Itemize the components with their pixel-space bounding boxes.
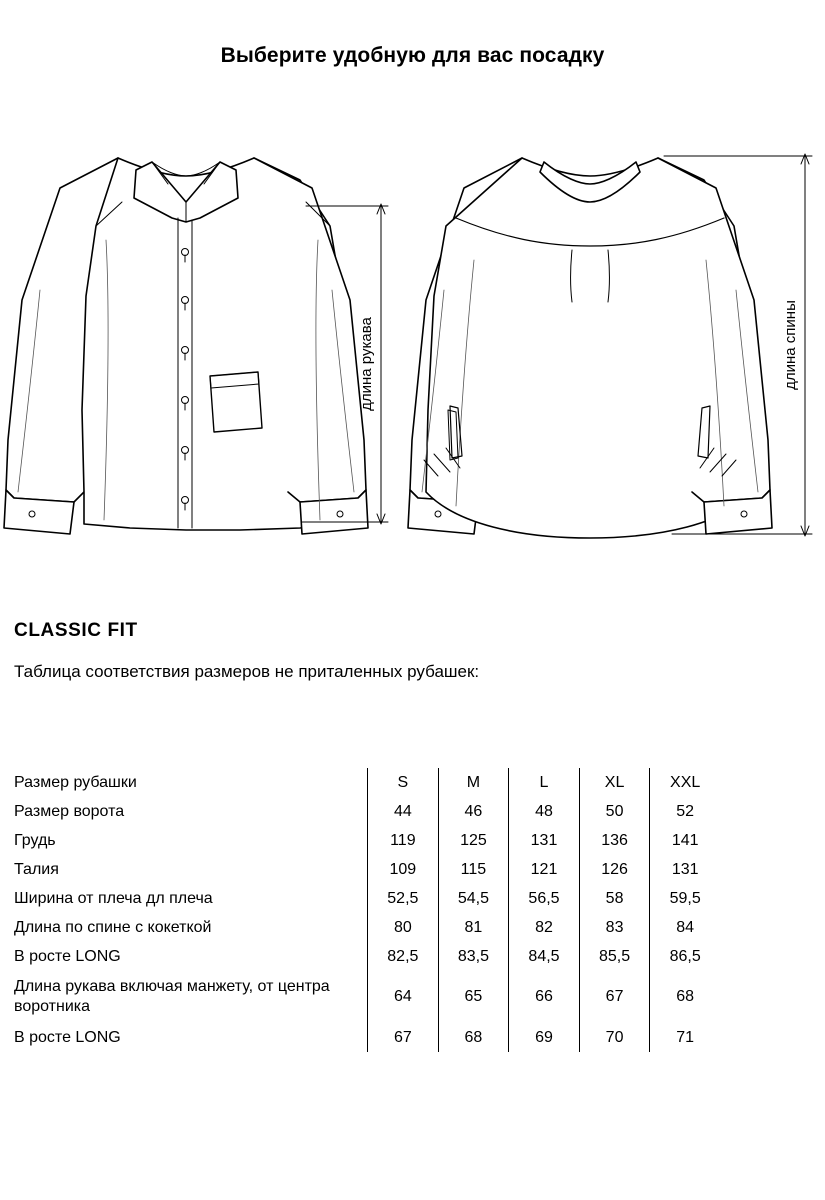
shirt-drawing-svg bbox=[0, 110, 825, 580]
row-value: 82,5 bbox=[368, 942, 439, 971]
row-value: 69 bbox=[509, 1023, 580, 1052]
sleeve-length-label: длина рукава bbox=[358, 317, 375, 411]
back-shirt bbox=[408, 158, 772, 538]
row-value: 125 bbox=[438, 826, 509, 855]
shirt-illustration bbox=[0, 110, 825, 580]
row-value: 64 bbox=[368, 971, 439, 1023]
row-value: 50 bbox=[579, 797, 650, 826]
fit-description: Таблица соответствия размеров не приталенных рубашек: bbox=[14, 662, 480, 681]
front-shirt bbox=[4, 158, 368, 534]
row-value: 54,5 bbox=[438, 884, 509, 913]
row-value: 65 bbox=[438, 971, 509, 1023]
row-value: 115 bbox=[438, 855, 509, 884]
row-value: 80 bbox=[368, 913, 439, 942]
row-value: 66 bbox=[509, 971, 580, 1023]
row-value: 59,5 bbox=[650, 884, 720, 913]
table-row bbox=[14, 913, 720, 942]
row-label: Грудь bbox=[14, 831, 56, 849]
row-value: 109 bbox=[368, 855, 439, 884]
fit-name: CLASSIC FIT bbox=[14, 620, 138, 641]
size-table bbox=[14, 768, 720, 1052]
row-value: 52,5 bbox=[368, 884, 439, 913]
row-label: Длина по спине с кокеткой bbox=[14, 918, 212, 936]
row-value: 131 bbox=[650, 855, 720, 884]
row-value: 70 bbox=[579, 1023, 650, 1052]
table-row bbox=[14, 855, 720, 884]
row-value: 86,5 bbox=[650, 942, 720, 971]
row-value: 136 bbox=[579, 826, 650, 855]
table-row bbox=[14, 942, 720, 971]
row-value: 67 bbox=[579, 971, 650, 1023]
row-label: Размер ворота bbox=[14, 802, 125, 820]
size-table-wrap bbox=[14, 768, 720, 1052]
row-label: В росте LONG bbox=[14, 947, 121, 965]
table-row bbox=[14, 971, 720, 1023]
header-cell-s: S bbox=[368, 768, 439, 797]
header-cell-m: M bbox=[438, 768, 509, 797]
table-row bbox=[14, 797, 720, 826]
row-label: Длина рукава включая манжету, от центра воротника bbox=[14, 978, 330, 1015]
row-value: 68 bbox=[650, 971, 720, 1023]
row-value: 67 bbox=[368, 1023, 439, 1052]
row-value: 52 bbox=[650, 797, 720, 826]
row-value: 56,5 bbox=[509, 884, 580, 913]
header-cell-l: L bbox=[509, 768, 580, 797]
table-header-row bbox=[14, 768, 720, 797]
row-label: Ширина от плеча дл плеча bbox=[14, 889, 213, 907]
row-value: 71 bbox=[650, 1023, 720, 1052]
table-row bbox=[14, 884, 720, 913]
row-value: 126 bbox=[579, 855, 650, 884]
row-value: 84 bbox=[650, 913, 720, 942]
row-value: 44 bbox=[368, 797, 439, 826]
row-value: 83,5 bbox=[438, 942, 509, 971]
page-title: Выберите удобную для вас посадку bbox=[220, 44, 605, 67]
row-value: 82 bbox=[509, 913, 580, 942]
back-length-label: длина спины bbox=[782, 300, 799, 390]
row-value: 46 bbox=[438, 797, 509, 826]
row-value: 48 bbox=[509, 797, 580, 826]
header-cell-label: Размер рубашки bbox=[14, 773, 137, 791]
table-row bbox=[14, 1023, 720, 1052]
row-label: Талия bbox=[14, 860, 59, 878]
row-value: 58 bbox=[579, 884, 650, 913]
row-value: 81 bbox=[438, 913, 509, 942]
row-value: 131 bbox=[509, 826, 580, 855]
row-value: 121 bbox=[509, 855, 580, 884]
row-value: 68 bbox=[438, 1023, 509, 1052]
row-value: 141 bbox=[650, 826, 720, 855]
row-value: 83 bbox=[579, 913, 650, 942]
table-row bbox=[14, 826, 720, 855]
row-value: 119 bbox=[368, 826, 439, 855]
header-cell-xl: XL bbox=[579, 768, 650, 797]
row-value: 85,5 bbox=[579, 942, 650, 971]
row-label: В росте LONG bbox=[14, 1028, 121, 1046]
row-value: 84,5 bbox=[509, 942, 580, 971]
header-cell-xxl: XXL bbox=[650, 768, 720, 797]
